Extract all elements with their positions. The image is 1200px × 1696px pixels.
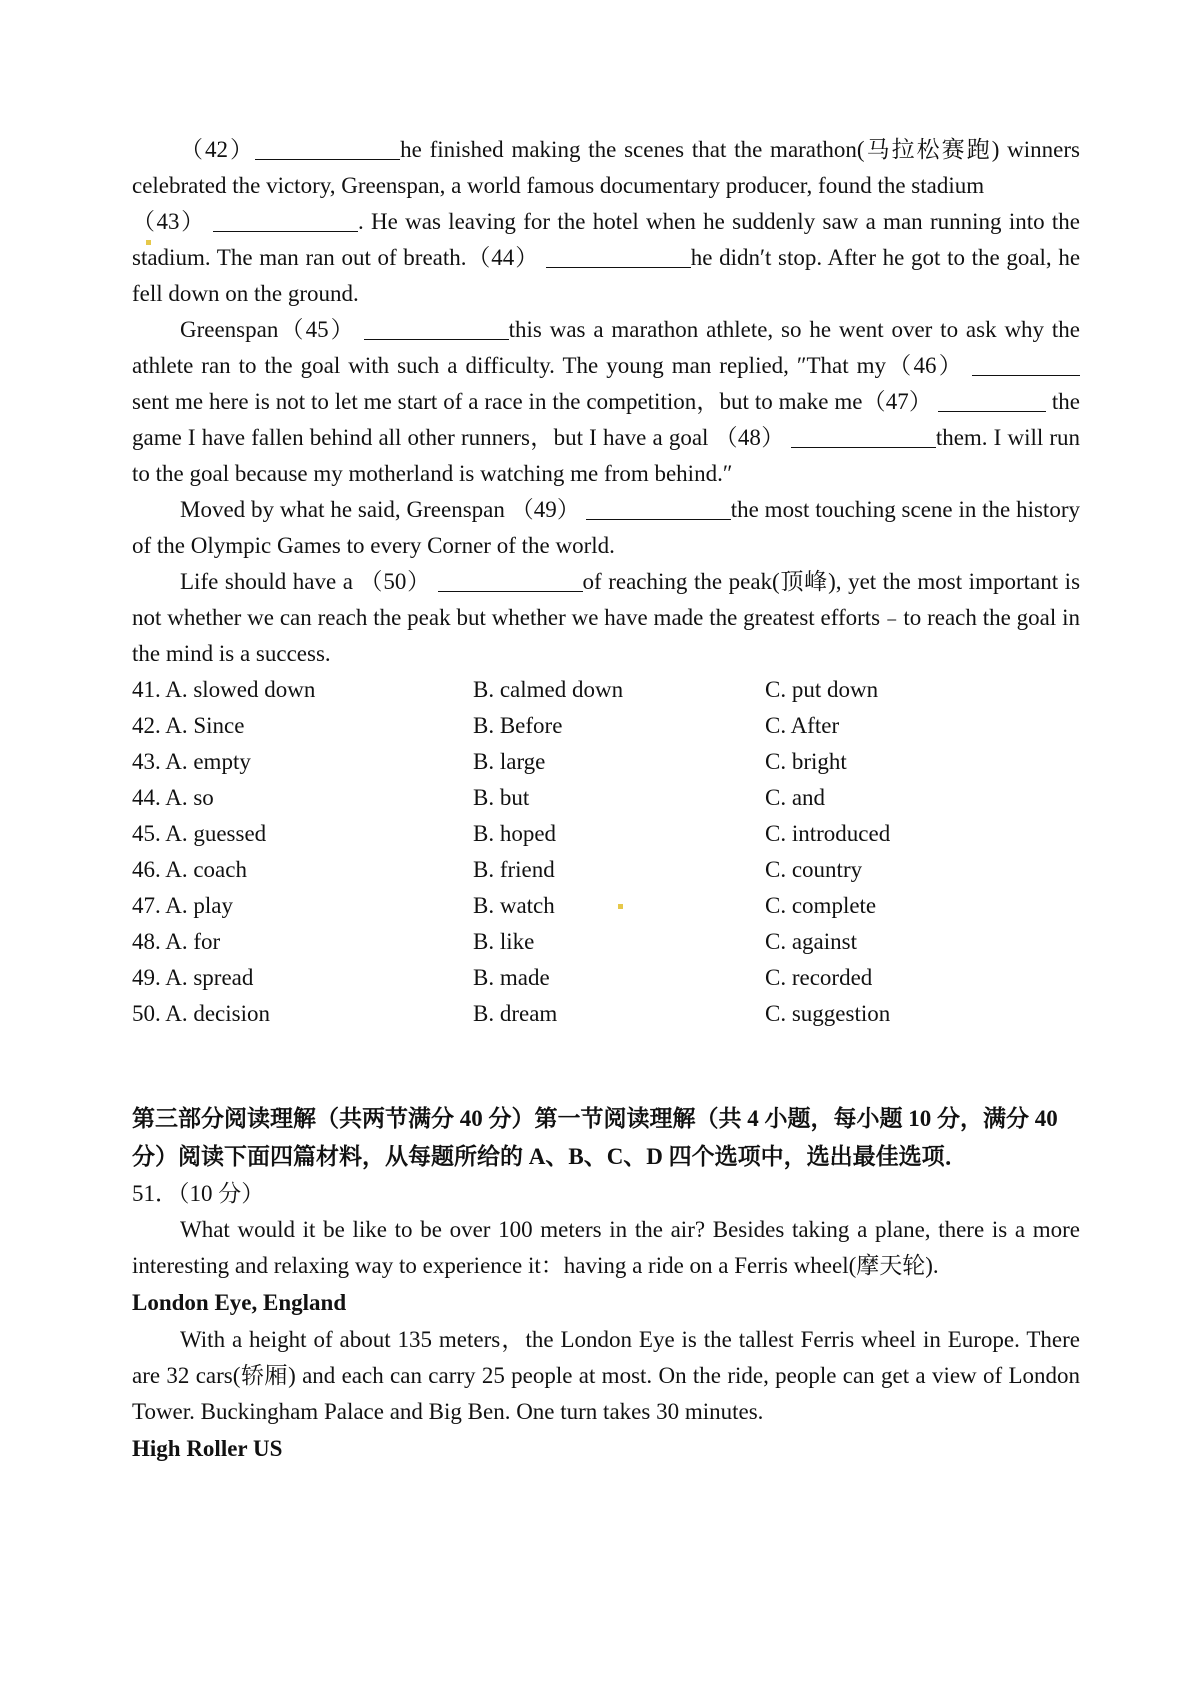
passage-text: he finished making the scenes that the marathon(马拉松赛跑) winners celebrated the victory, Greenspan, a world famous documentary producer, found the stadium bbox=[132, 137, 1080, 198]
option-row-45 bbox=[132, 816, 1080, 852]
answer-blank-43 bbox=[213, 211, 358, 232]
passage-text: Moved by what he said, Greenspan bbox=[180, 497, 505, 522]
option-b: B. friend bbox=[473, 857, 555, 882]
question-number-43: （43） bbox=[132, 209, 206, 234]
option-c: C. suggestion bbox=[765, 1001, 891, 1026]
passage-text: this was a marathon athlete, so he went over to ask why the athlete ran to the goal with such a difficulty. The young man replied, ″That my bbox=[132, 317, 1081, 378]
answer-blank-48 bbox=[791, 427, 936, 448]
answer-blank-49 bbox=[586, 499, 731, 520]
question-number-48: （48） bbox=[714, 425, 785, 450]
marker-dot bbox=[618, 904, 623, 909]
option-a: 43. A. empty bbox=[132, 749, 251, 774]
option-c: C. bright bbox=[765, 749, 847, 774]
option-a: 50. A. decision bbox=[132, 1001, 270, 1026]
option-a: 45. A. guessed bbox=[132, 821, 267, 846]
subheading-london-eye: London Eye, England bbox=[132, 1290, 347, 1315]
options-list bbox=[132, 672, 1080, 1032]
subheading-high-roller: High Roller US bbox=[132, 1436, 283, 1461]
option-b: B. hoped bbox=[473, 821, 557, 846]
marker-dot bbox=[146, 240, 151, 245]
answer-blank-46 bbox=[972, 355, 1080, 376]
option-row-41 bbox=[132, 672, 1080, 708]
passage-text: he didn′t stop. After he got to the goal, he fell down on the ground. bbox=[132, 245, 1081, 306]
passage-text: the most touching scene in the history of the Olympic Games to every Corner of the world. bbox=[132, 497, 1080, 558]
answer-blank-50 bbox=[438, 571, 583, 592]
option-c: C. complete bbox=[765, 893, 877, 918]
option-c: C. put down bbox=[765, 677, 879, 702]
option-row-49 bbox=[132, 960, 1080, 996]
reading-london-eye: With a height of about 135 meters，the London Eye is the tallest Ferris wheel in Europe. There are 32 cars(轿厢) and each can carry 25 people at most. On the ride, people can get a view of London Tower. Buckingham Palace and Big Ben. One turn takes 30 minutes. bbox=[132, 1327, 1080, 1424]
option-c: C. recorded bbox=[765, 965, 873, 990]
option-row-43 bbox=[132, 744, 1080, 780]
section-heading: 第三部分阅读理解（共两节满分 40 分）第一节阅读理解（共 4 小题，每小题 10 分，满分 40 分）阅读下面四篇材料，从每题所给的 A、B、C、D 四个选项中，选出最佳选项． bbox=[132, 1106, 1058, 1169]
option-b: B. watch bbox=[473, 893, 555, 918]
option-b: B. large bbox=[473, 749, 546, 774]
answer-blank-44 bbox=[546, 247, 691, 268]
question-number-46: （46） bbox=[886, 353, 965, 378]
passage-paragraph-1 bbox=[132, 132, 1080, 312]
option-b: B. dream bbox=[473, 1001, 558, 1026]
option-row-50 bbox=[132, 996, 1080, 1032]
option-c: C. introduced bbox=[765, 821, 891, 846]
question-number-45: （45） bbox=[278, 317, 356, 342]
passage-text: of reaching the peak(顶峰), yet the most important is not whether we can reach the peak but whether we have made the greatest efforts﹣to reach the goal in the mind is a success. bbox=[132, 569, 1081, 666]
option-row-48 bbox=[132, 924, 1080, 960]
passage-paragraph-3 bbox=[132, 492, 1080, 564]
reading-intro: What would it be like to be over 100 meters in the air? Besides taking a plane, there is a more interesting and relaxing way to experience it：having a ride on a Ferris wheel(摩天轮). bbox=[132, 1217, 1080, 1278]
option-c: C. country bbox=[765, 857, 863, 882]
passage-text: them. I will run to the goal because my motherland is watching me from behind.″ bbox=[132, 425, 1081, 486]
question-number-50: （50） bbox=[359, 569, 431, 594]
option-a: 47. A. play bbox=[132, 893, 233, 918]
option-row-42 bbox=[132, 708, 1080, 744]
passage-paragraph-2 bbox=[132, 312, 1080, 492]
option-row-47 bbox=[132, 888, 1080, 924]
passage-text: Greenspan bbox=[180, 317, 279, 342]
passage-text: the game I have fallen behind all other runners，but I have a goal bbox=[132, 389, 1080, 450]
option-c: C. and bbox=[765, 785, 826, 810]
passage-text: Life should have a bbox=[180, 569, 353, 594]
option-a: 48. A. for bbox=[132, 929, 221, 954]
passage-paragraph-4 bbox=[132, 564, 1080, 672]
option-a: 46. A. coach bbox=[132, 857, 247, 882]
option-b: B. but bbox=[473, 785, 530, 810]
option-c: C. against bbox=[765, 929, 857, 954]
option-b: B. calmed down bbox=[473, 677, 624, 702]
passage-text: sent me here is not to let me start of a race in the competition，but to make me bbox=[132, 389, 863, 414]
option-a: 42. A. Since bbox=[132, 713, 245, 738]
passage-text: . He was leaving for the hotel when he suddenly saw a man running into the bbox=[357, 209, 1081, 234]
option-b: B. Before bbox=[473, 713, 563, 738]
option-row-44 bbox=[132, 780, 1080, 816]
option-row-46 bbox=[132, 852, 1080, 888]
question-number-49: （49） bbox=[510, 497, 580, 522]
option-a: 44. A. so bbox=[132, 785, 214, 810]
question-number-42: （42） bbox=[180, 137, 256, 162]
question-number-44: （44） bbox=[466, 245, 540, 270]
question-number-47: （47） bbox=[862, 389, 933, 414]
answer-blank-47 bbox=[938, 391, 1046, 412]
answer-blank-42 bbox=[255, 139, 400, 160]
question-number-51: 51．（10 分） bbox=[132, 1181, 265, 1206]
option-a: 49. A. spread bbox=[132, 965, 254, 990]
option-b: B. made bbox=[473, 965, 550, 990]
answer-blank-45 bbox=[364, 319, 509, 340]
option-c: C. After bbox=[765, 713, 840, 738]
option-a: 41. A. slowed down bbox=[132, 677, 316, 702]
passage-text: stadium. The man ran out of breath. bbox=[132, 245, 467, 270]
document-content bbox=[132, 132, 1080, 1468]
option-b: B. like bbox=[473, 929, 535, 954]
